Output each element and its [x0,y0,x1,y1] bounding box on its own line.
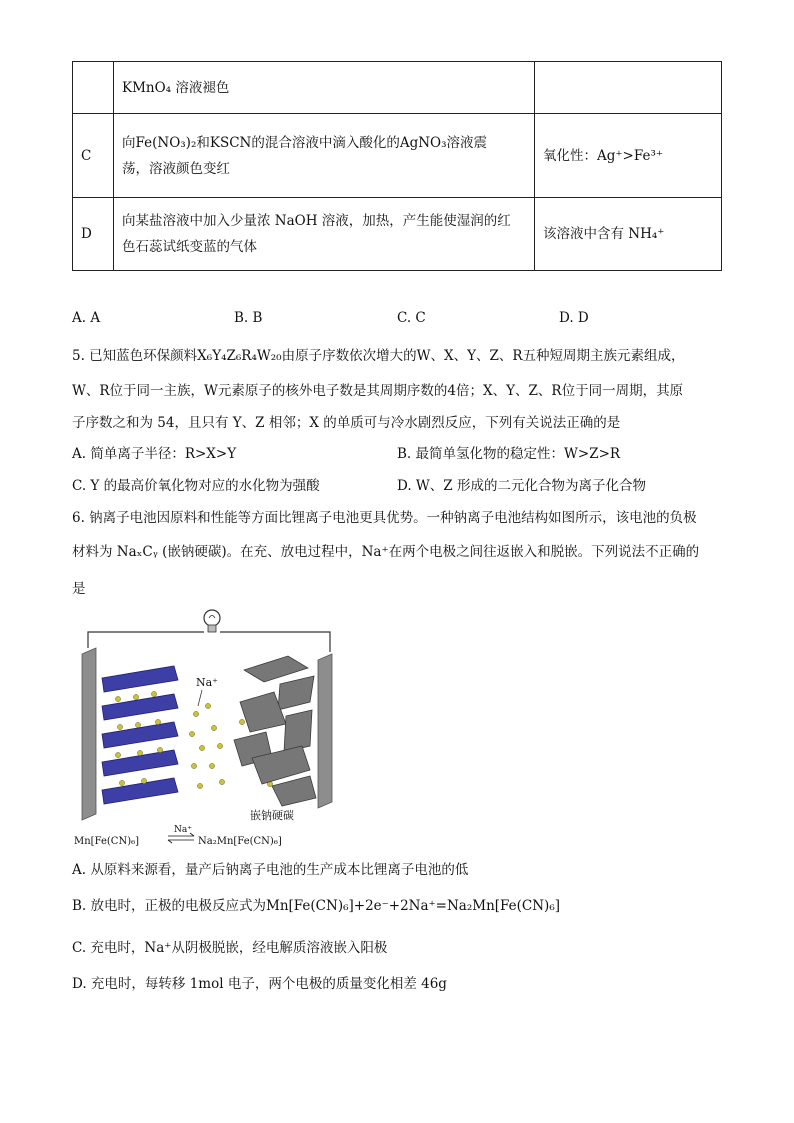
equation-arrow-label: Na⁺ [174,825,192,835]
q5-stem-line1: 5. 已知蓝色环保颜料X₆Y₄Z₆R₄W₂₀由原子序数依次增大的W、X、Y、Z、R五种短周期主族元素组成， [72,348,685,364]
q4-option-b[interactable]: B. B [234,310,263,326]
light-bulb-icon [204,610,220,632]
row-d-label: D [73,198,114,271]
q5-option-b[interactable]: B. 最简单氢化物的稳定性：W>Z>R [397,446,621,462]
battery-diagram [74,606,344,852]
q6-option-a[interactable]: A. 从原料来源看，量产后钠离子电池的生产成本比锂离子电池的低 [72,862,469,878]
hard-carbon-label: 嵌钠硬碳 [250,809,294,822]
row-b-experiment: KMnO₄ 溶液褪色 [114,62,535,114]
row-c-experiment-line1: 向Fe(NO₃)₂和KSCN的混合溶液中滴入酸化的AgNO₃溶液震 [122,134,488,151]
q6-option-d[interactable]: D. 充电时，每转移 1mol 电子，两个电极的质量变化相差 46g [72,976,447,992]
q6-stem-line3: 是 [72,581,86,597]
q5-option-d[interactable]: D. W、Z 形成的二元化合物为离子化合物 [397,478,646,494]
q4-option-d[interactable]: D. D [559,310,589,326]
equation-left: Mn[Fe(CN)₆] [74,836,140,847]
q6-option-c[interactable]: C. 充电时，Na⁺从阴极脱嵌，经电解质溶液嵌入阳极 [72,940,388,956]
row-d-experiment-line1: 向某盐溶液中加入少量浓 NaOH 溶液，加热，产生能使湿润的红 [122,213,511,229]
cathode-plate [82,648,96,820]
q5-stem-line2: W、R位于同一主族，W元素原子的核外电子数是其周期序数的4倍；X、Y、Z、R位于同一周期，其原 [72,383,684,399]
prussian-blue-layers [102,666,178,804]
na-ion-label: Na⁺ [196,676,218,689]
q4-option-a[interactable]: A. A [72,310,101,326]
na-label-pointer [198,690,202,706]
equation-right: Na₂Mn[Fe(CN)₆] [198,836,282,847]
q6-option-b[interactable]: B. 放电时，正极的电极反应式为Mn[Fe(CN)₆]+2e⁻+2Na⁺=Na₂Mn[Fe(CN)₆] [72,898,561,914]
hard-carbon-sheets [234,656,316,806]
table-row-d [73,198,722,271]
row-b-result [535,62,722,114]
battery-figure [74,606,344,852]
row-d-experiment-line2: 色石蕊试纸变蓝的气体 [122,239,257,255]
row-c-result: 氧化性：Ag⁺>Fe³⁺ [535,114,722,198]
row-d-experiment [114,198,535,271]
row-c-experiment-line2: 荡，溶液颜色变红 [122,160,230,177]
q6-stem-line2: 材料为 NaₓCᵧ (嵌钠硬碳)。在充、放电过程中，Na⁺在两个电极之间往返嵌入和脱嵌。下列说法不正确的 [72,544,700,560]
q5-stem-line3: 子序数之和为 54，且只有 Y、Z 相邻；X 的单质可与冷水剧烈反应，下列有关说法正确的是 [72,415,621,431]
q5-option-a[interactable]: A. 简单离子半径：R>X>Y [72,446,237,462]
q6-stem-line1: 6. 钠离子电池因原料和性能等方面比锂离子电池更具优势。一种钠离子电池结构如图所示，该电池的负极 [72,510,697,526]
q5-option-c[interactable]: C. Y 的最高价氧化物对应的水化物为强酸 [72,478,320,494]
row-c-label: C [73,114,114,198]
row-b-label-cell [73,62,114,114]
anode-plate [318,654,332,808]
q4-option-c[interactable]: C. C [397,310,426,326]
external-circuit-wire [88,632,330,652]
table-row-c [73,114,722,198]
table-row-b [73,62,722,114]
experiment-table [72,61,722,271]
row-c-experiment [114,114,535,198]
row-d-result: 该溶液中含有 NH₄⁺ [535,198,722,271]
